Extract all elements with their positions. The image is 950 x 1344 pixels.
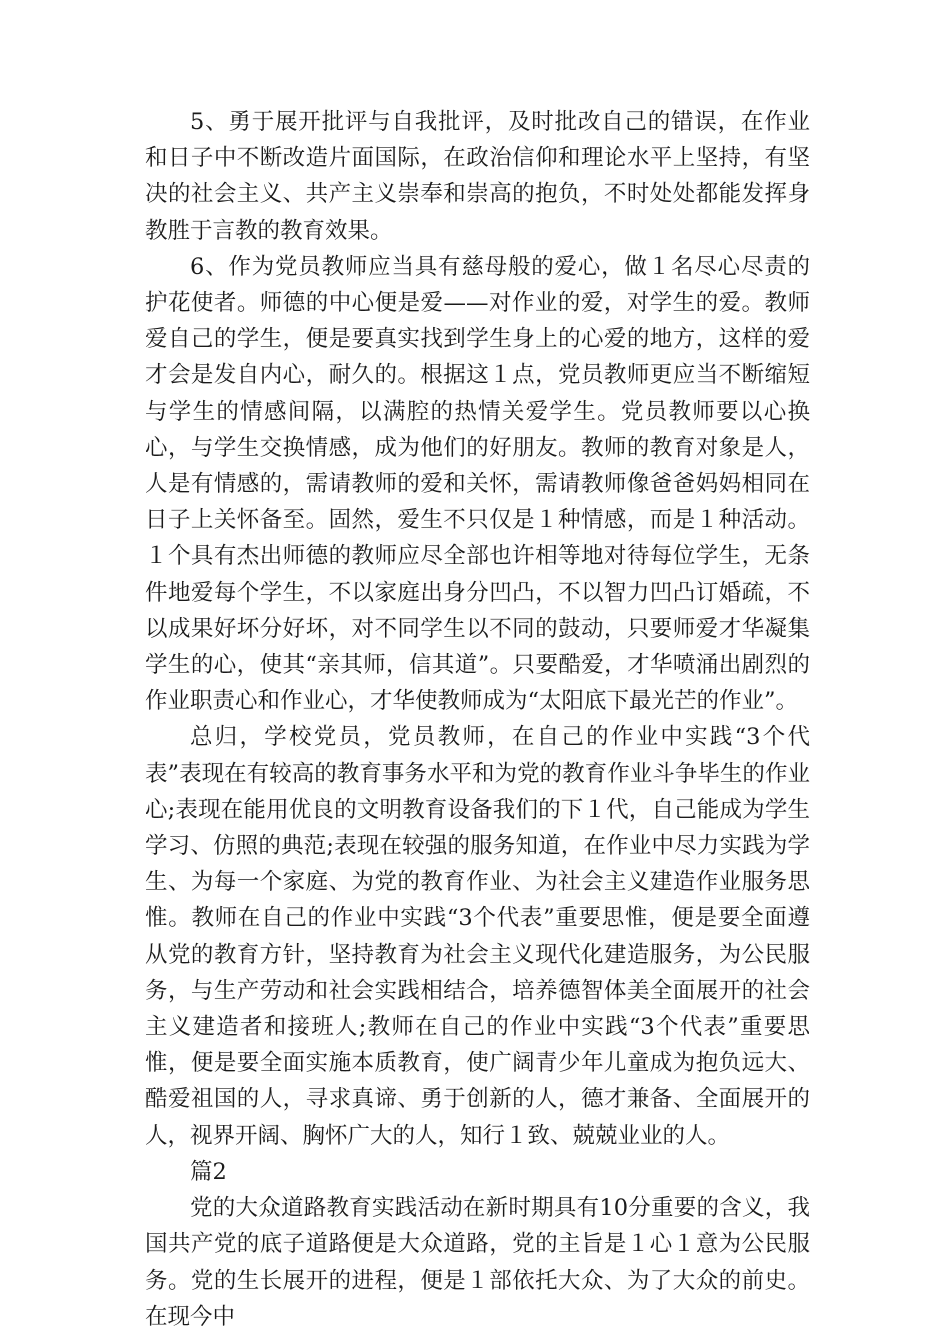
section-heading-part-2: 篇2: [190, 1158, 227, 1185]
paragraph-part-2-intro: 党的大众道路教育实践活动在新时期具有10分重要的含义，我国共产党的底子道路便是大众道路，党的主旨是１心１意为公民服务。党的生长展开的进程，便是１部依托大众、为了大众的前史。在现今中: [145, 1195, 810, 1330]
document-body: [145, 104, 810, 1335]
paragraph-item-5: 5、勇于展开批评与自我批评，及时批改自己的错误，在作业和日子中不断改造片面国际，在政治信仰和理论水平上坚持，有坚决的社会主义、共产主义崇奉和崇高的抱负，不时处处都能发挥身教胜于言教的教育效果。: [145, 109, 810, 244]
paragraph-summary: 总归，学校党员，党员教师，在自己的作业中实践“3个代表”表现在有较高的教育事务水平和为党的教育作业斗争毕生的作业心;表现在能用优良的文明教育设备我们的下１代，自己能成为学生学习、仿照的典范;表现在较强的服务知道，在作业中尽力实践为学生、为每一个家庭、为党的教育作业、为社会主义建造作业服务思惟。教师在自己的作业中实践“3个代表”重要思惟，便是要全面遵从党的教育方针，坚持教育为社会主义现代化建造服务，为公民服务，与生产劳动和社会实践相结合，培养德智体美全面展开的社会主义建造者和接班人;教师在自己的作业中实践“3个代表”重要思惟，便是要全面实施本质教育，使广阔青少年儿童成为抱负远大、酷爱祖国的人，寻求真谛、勇于创新的人，德才兼备、全面展开的人，视界开阔、胸怀广大的人，知行１致、兢兢业业的人。: [145, 724, 810, 1149]
paragraph-item-6: 6、作为党员教师应当具有慈母般的爱心，做１名尽心尽责的护花使者。师德的中心便是爱——对作业的爱，对学生的爱。教师爱自己的学生，便是要真实找到学生身上的心爱的地方，这样的爱才会是发自内心，耐久的。根据这１点，党员教师更应当不断缩短与学生的情感间隔，以满腔的热情关爱学生。党员教师要以心换心，与学生交换情感，成为他们的好朋友。教师的教育对象是人，人是有情感的，需请教师的爱和关怀，需请教师像爸爸妈妈相同在日子上关怀备至。固然，爱生不只仅是１种情感，而是１种活动。１个具有杰出师德的教师应尽全部也许相等地对待每位学生，无条件地爱每个学生，不以家庭出身分凹凸，不以智力凹凸订婚疏，不以成果好坏分好坏，对不同学生以不同的鼓动，只要师爱才华凝集学生的心，使其“亲其师，信其道”。只要酷爱，才华喷涌出剧烈的作业职责心和作业心，才华使教师成为“太阳底下最光芒的作业”。: [145, 253, 810, 715]
